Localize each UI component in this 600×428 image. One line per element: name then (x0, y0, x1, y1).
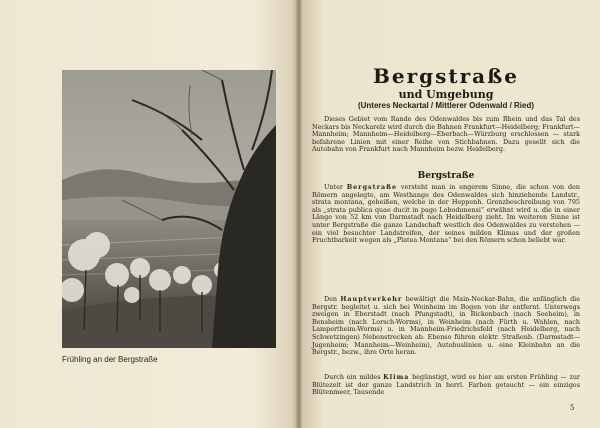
photo-caption: Frühling an der Bergstraße (62, 355, 158, 364)
term-bergstrasse: Bergstraße (346, 183, 398, 191)
book-gutter (296, 0, 302, 428)
page-number: 5 (570, 404, 575, 412)
paragraph-klima: Durch ein mildes Klima begünstigt, wird es hier am ersten Frühling — zur Blütezeit ist der ganze Landstrich in herrl. Farben getaucht — ein einziges Blütenmeer, Tausende (312, 373, 580, 397)
section-heading: Bergstraße (417, 171, 475, 181)
page-subtitle: und Umgebung (398, 88, 494, 101)
term-hauptverkehr: Hauptverkehr (340, 295, 403, 303)
regions-line: (Unteres Neckartal / Mittlerer Odenwald / Ried) (357, 101, 535, 110)
paragraph-hauptverkehr: Den Hauptverkehr bewältigt die Main-Neckar-Bahn, die anfänglich die Bergstr. begleitet u. sich bei Weinheim im Bogen von ihr entfernt. Unterwegs zweigen in Eberstadt (nach Pfungstadt), in Bickenbach (nach Seeheim), in Bensheim (nach Lorsch-Worms), in Weinheim (nach Fürth u. Wahlen, nach Lampertheim-Worms) u. in Mannheim-Friedrichsfeld (nach Heidelberg, nach Schwetzingen) Nebenstrecken ab. Ebenso führen elektr. Straßenb. (Darmstadt—Jugenheim; Mannheim—Weinheim), Autobuslinien u. eine Kleinbahn an die Bergstr., bezw., ihre Orte heran. (312, 295, 580, 357)
spring-photo (62, 70, 276, 348)
page-title: Bergstraße (372, 64, 520, 88)
intro-paragraph: Dieses Gebiet vom Rande des Odenwaldes bis zum Rhein und das Tal des Neckars bis Neckarelz wird durch die Bahnen Frankfurt—Heidelberg; Frankfurt—Mannheim; Mannheim—Heidelberg—Eberbach—Würzburg erschlossen — stark befahrene Linien mit einer Reihe von Stichbahnen. Dazu gesellt sich die Autobahn von Frankfurt nach Mannheim bezw. Heidelberg. (312, 115, 580, 154)
orchard-landscape-image (62, 70, 276, 348)
paragraph-bergstrasse: Unter Bergstraße versteht man in engerem Sinne, die schon von den Römern angelegte, am Westhange des Odenwaldes sich hinziehende Landstr., strata montana, geheißen, welche in der Heppenh. Grenzbeschreibung von 795 als „strata publica quae ducit in pago Lobodunensi“ erwähnt wird u. die in einer Länge von 52 km von Darmstadt nach Heidelberg zieht. Im weiteren Sinne ist unter Bergstraße die ganze Landschaft westlich des Odenwaldes zu verstehen — ein viel besuchter Landstreifen, der seines milden Klimas und der großen Fruchtbarkeit wegen als „Platea Montana“ bei den Römern schon beliebt war. (312, 183, 580, 245)
term-klima: Klima (383, 373, 410, 381)
